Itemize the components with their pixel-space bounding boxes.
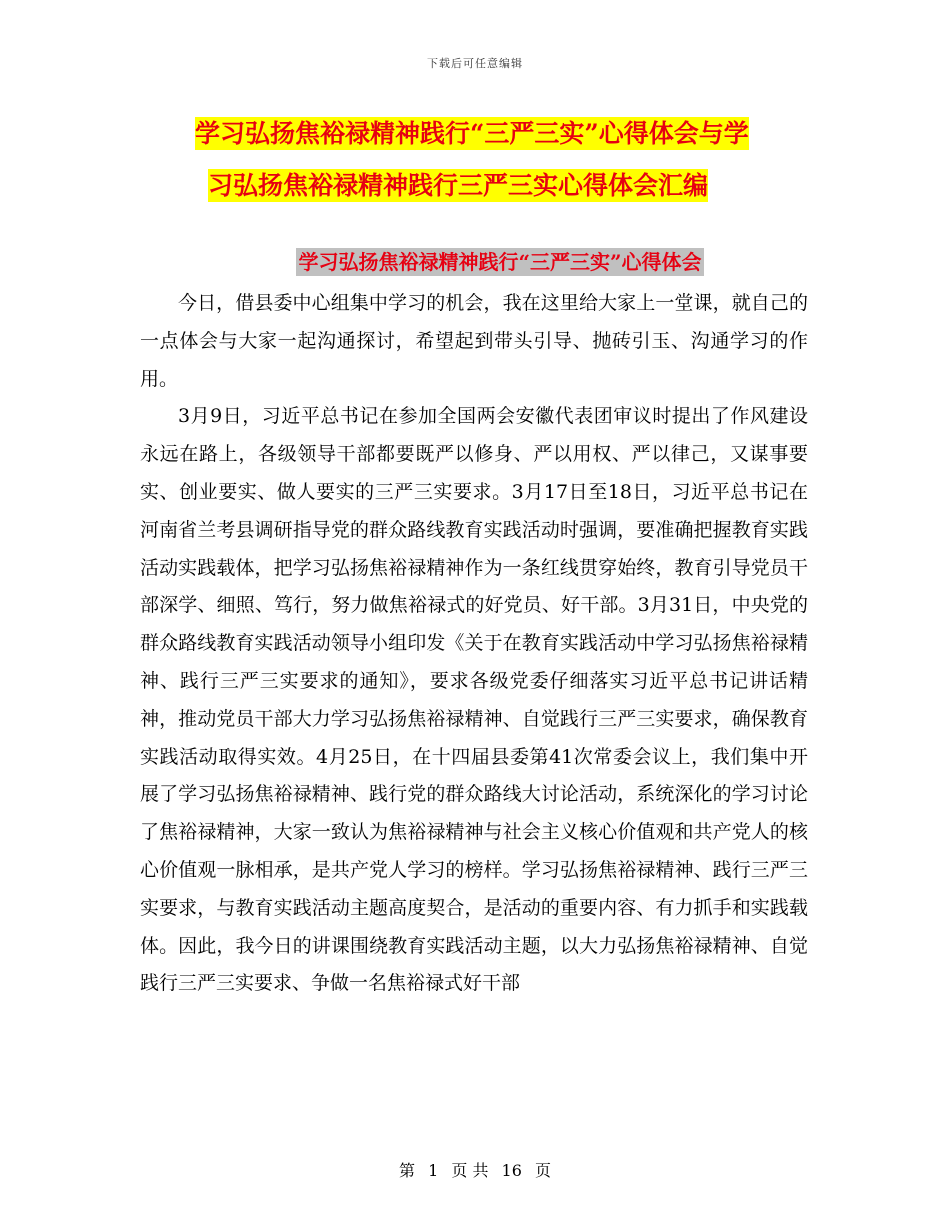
header-note: 下载后可任意编辑	[427, 57, 523, 70]
section-subtitle	[0, 246, 950, 275]
body-text	[140, 285, 808, 1003]
footer-total-pages: 16	[501, 1161, 522, 1180]
paragraph: 今日，借县委中心组集中学习的机会，我在这里给大家上一堂课，就自己的一点体会与大家一起沟通探讨，希望起到带头引导、抛砖引玉、沟通学习的作用。	[140, 292, 808, 390]
footer-page-prefix: 第	[398, 1161, 415, 1180]
footer-page-suffix: 页	[535, 1161, 552, 1180]
page-footer	[0, 1158, 950, 1181]
footer-page-number: 1	[428, 1161, 439, 1180]
title-line-1: 学习弘扬焦裕禄精神践行“三严三实”心得体会与学	[195, 119, 749, 148]
paragraph: 3月9日，习近平总书记在参加全国两会安徽代表团审议时提出了作风建设永远在路上，各级领导干部都要既严以修身、严以用权、严以律己，又谋事要实、创业要实、做人要实的三严三实要求。3月17日至18日，习近平总书记在河南省兰考县调研指导党的群众路线教育实践活动时强调，要准确把握教育实践活动实践载体，把学习弘扬焦裕禄精神作为一条红线贯穿始终，教育引导党员干部深学、细照、笃行，努力做焦裕禄式的好党员、好干部。3月31日，中央党的群众路线教育实践活动领导小组印发《关于在教育实践活动中学习弘扬焦裕禄精神、践行三严三实要求的通知》，要求各级党委仔细落实习近平总书记讲话精神，推动党员干部大力学习弘扬焦裕禄精神、自觉践行三严三实要求，确保教育实践活动取得实效。4月25日，在十四届县委第41次常委会议上，我们集中开展了学习弘扬焦裕禄精神、践行党的群众路线大讨论活动，系统深化的学习讨论了焦裕禄精神，大家一致认为焦裕禄精神与社会主义核心价值观和共产党人的核心价值观一脉相承，是共产党人学习的榜样。学习弘扬焦裕禄精神、践行三严三实要求，与教育实践活动主题高度契合，是活动的重要内容、有力抓手和实践载体。因此，我今日的讲课围绕教育实践活动主题，以大力弘扬焦裕禄精神、自觉践行三严三实要求、争做一名焦裕禄式好干部	[140, 405, 808, 995]
footer-page-mid: 页 共	[451, 1161, 489, 1180]
title-line-2: 习弘扬焦裕禄精神践行三严三实心得体会汇编	[208, 171, 709, 200]
subtitle-text: 学习弘扬焦裕禄精神践行“三严三实”心得体会	[298, 250, 702, 274]
document-title	[140, 108, 820, 212]
